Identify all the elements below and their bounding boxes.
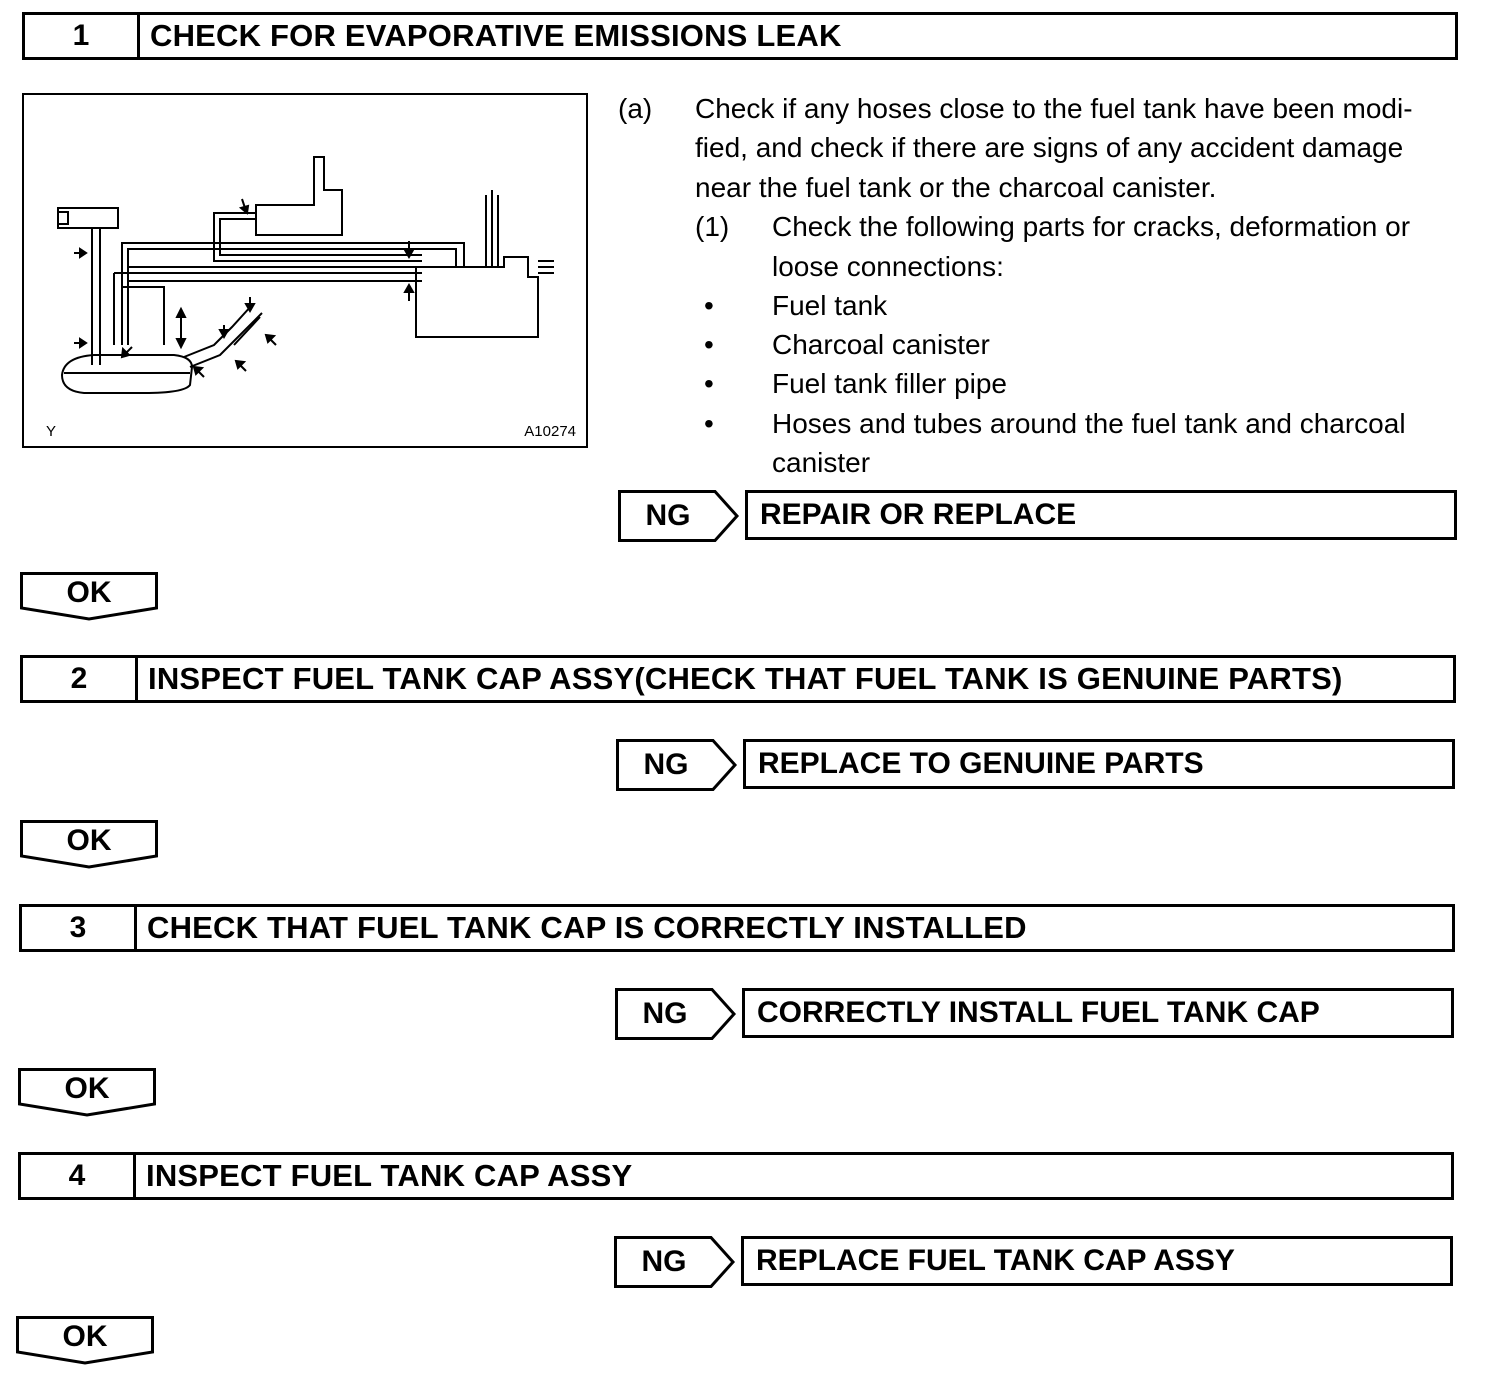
bullet-charcoal-canister: Charcoal canister: [772, 329, 990, 360]
step-4-number: 4: [21, 1155, 136, 1197]
fuel-system-diagram: [22, 93, 588, 448]
step-1-ng-label: NG: [645, 499, 691, 532]
instruction-a-line-3: near the fuel tank or the charcoal canister.: [695, 172, 1217, 203]
step-4-ng-tag: [614, 1236, 736, 1288]
step-2-ok-tag: [20, 820, 158, 870]
step-3-number: 3: [22, 907, 137, 949]
step-2-title: INSPECT FUEL TANK CAP ASSY(CHECK THAT FUEL TANK IS GENUINE PARTS): [148, 661, 1343, 696]
step-4-ng-label: NG: [641, 1245, 687, 1278]
step-3-ng-tag: [615, 988, 737, 1040]
step-4-ng-action: REPLACE FUEL TANK CAP ASSY: [741, 1236, 1453, 1286]
step-3-ok-tag: [18, 1068, 156, 1118]
step-4-title: INSPECT FUEL TANK CAP ASSY: [146, 1158, 633, 1193]
instruction-a-line-2: fied, and check if there are signs of any accident damage: [695, 132, 1404, 163]
figure-code: A10274: [524, 423, 576, 440]
bullet-hoses-line-1: Hoses and tubes around the fuel tank and charcoal: [772, 408, 1406, 439]
figure-view-letter: Y: [46, 423, 57, 440]
step-2-ng-action: REPLACE TO GENUINE PARTS: [743, 739, 1455, 789]
instruction-1-line-1: Check the following parts for cracks, deformation or: [772, 211, 1411, 242]
step-3-ng-label: NG: [642, 997, 688, 1030]
step-3-title: CHECK THAT FUEL TANK CAP IS CORRECTLY INSTALLED: [147, 910, 1027, 945]
step-2-header: [20, 655, 1456, 703]
step-3-ng-action: CORRECTLY INSTALL FUEL TANK CAP: [742, 988, 1454, 1038]
bullet-hoses-line-2: canister: [772, 447, 871, 478]
bullet-dot: •: [704, 408, 714, 439]
step-1-ng-tag: [618, 490, 740, 542]
step-1-ok-label: OK: [66, 576, 112, 609]
instruction-marker-1: (1): [695, 211, 730, 242]
step-1-number: 1: [25, 15, 140, 57]
bullet-dot: •: [704, 329, 714, 360]
step-4-ok-label: OK: [62, 1320, 108, 1353]
step-2-number: 2: [23, 658, 138, 700]
step-1-ng-action: REPAIR OR REPLACE: [745, 490, 1457, 540]
bullet-dot: •: [704, 290, 714, 321]
instruction-a-line-1: Check if any hoses close to the fuel tank have been modi-: [695, 93, 1413, 124]
step-4-header: [18, 1152, 1454, 1200]
step-1-ok-tag: [20, 572, 158, 622]
fuel-system-illustration: [24, 95, 586, 446]
bullet-dot: •: [704, 368, 714, 399]
step-2-ng-tag: [616, 739, 738, 791]
step-3-header: [19, 904, 1455, 952]
instruction-marker-a: (a): [618, 93, 653, 124]
step-1-header: [22, 12, 1458, 60]
bullet-fuel-tank: Fuel tank: [772, 290, 888, 321]
step-4-ok-tag: [16, 1316, 154, 1366]
step-2-ng-label: NG: [643, 748, 689, 781]
bullet-filler-pipe: Fuel tank filler pipe: [772, 368, 1008, 399]
step-2-ok-label: OK: [66, 824, 112, 857]
instruction-1-line-2: loose connections:: [772, 251, 1004, 282]
step-3-ok-label: OK: [64, 1072, 110, 1105]
step-1-title: CHECK FOR EVAPORATIVE EMISSIONS LEAK: [150, 18, 842, 53]
